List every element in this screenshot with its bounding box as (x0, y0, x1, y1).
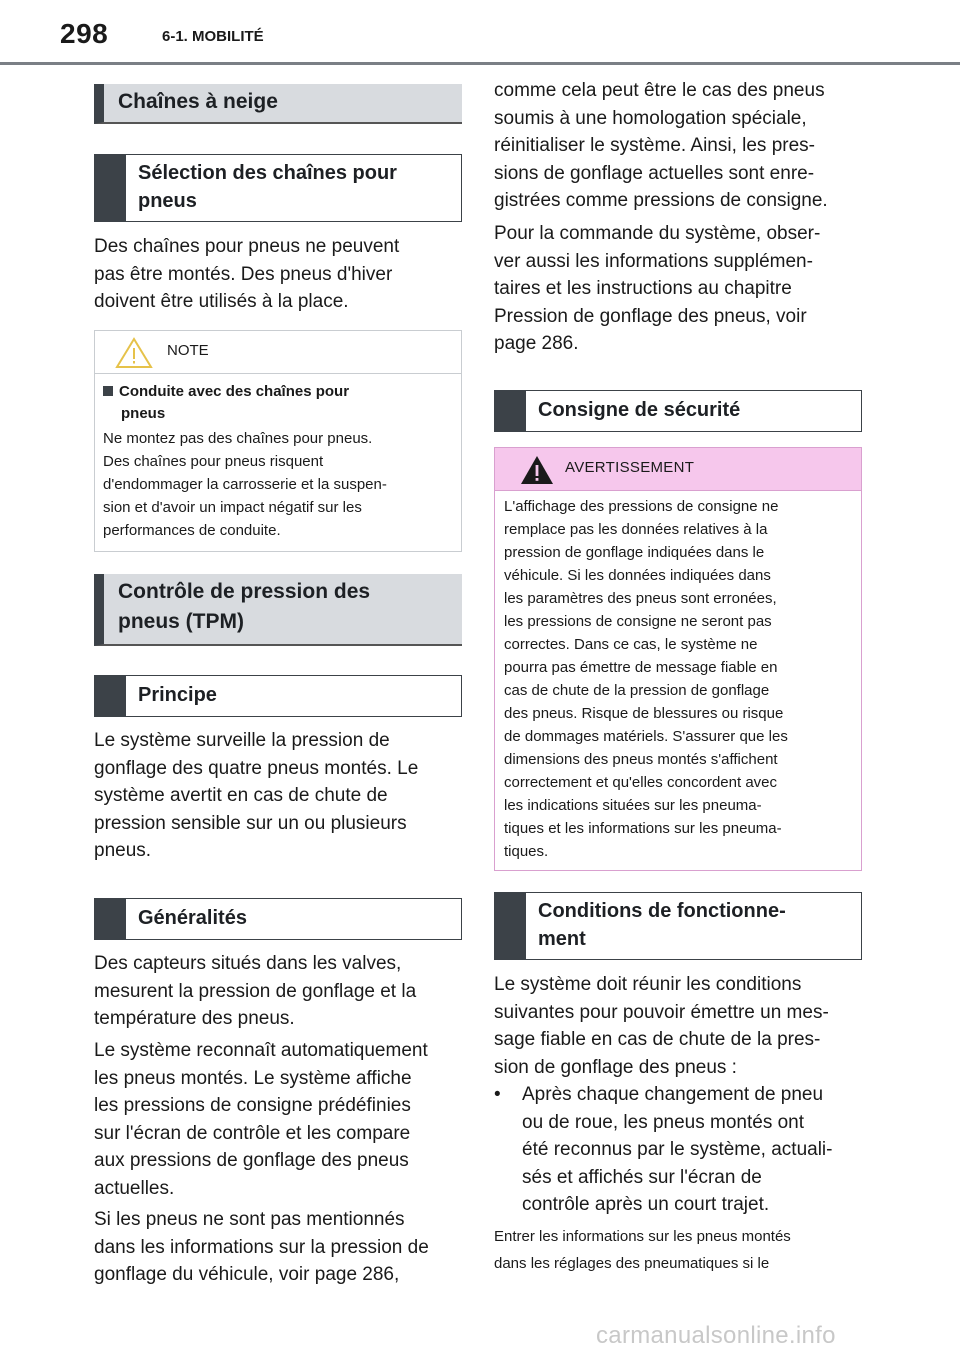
text-line: gonflage du véhicule, voir page 286, (94, 1264, 400, 1285)
snow-chains-paragraph (94, 233, 462, 316)
text-line: doivent être utilisés à la place. (94, 291, 349, 312)
page-number: 298 (60, 18, 109, 49)
text-line: Le système surveille la pression de (94, 730, 390, 751)
text-line: correctes. Dans ce cas, le système ne (504, 636, 758, 653)
warning-triangle-outline-icon (115, 337, 153, 374)
small-note (494, 1223, 862, 1277)
text-line: comme cela peut être le cas des pneus (494, 80, 825, 101)
note-box (94, 330, 462, 552)
text-line: taires et les instructions au chapitre (494, 278, 792, 299)
text-line: Des chaînes pour pneus risquent (103, 453, 324, 470)
text-line: été reconnus par le système, actuali- (522, 1139, 833, 1160)
tire-chains-selection-heading (94, 154, 462, 222)
safety-heading (494, 390, 862, 432)
note-label: NOTE (167, 342, 209, 359)
principle-paragraph (94, 727, 462, 865)
text-line: dans les informations sur la pression de (94, 1236, 429, 1258)
text-line: sés et affichés sur l'écran de (522, 1166, 762, 1188)
principle-heading (94, 675, 462, 717)
text-line: soumis à une homologation spéciale, (494, 107, 807, 129)
note-subheading-line-1: Conduite avec des chaînes pour (119, 383, 350, 400)
warning-header (495, 448, 861, 491)
text-line: sur l'écran de contrôle et les compare (94, 1122, 411, 1144)
warning-box (494, 447, 862, 871)
text-line: réinitialiser le système. Ainsi, les pres- (494, 135, 815, 156)
tpm-heading-line-1: Contrôle de pression des (118, 580, 371, 603)
text-line: des pneus. Risque de blessures ou risque (504, 705, 784, 722)
text-line: cas de chute de la pression de gonflage (504, 682, 770, 699)
text-line: d'endommager la carrosserie et la suspen- (103, 476, 387, 493)
text-line: page 286. (494, 333, 579, 354)
text-line: Si les pneus ne sont pas mentionnés (94, 1209, 405, 1230)
text-line: Ne montez pas des chaînes pour pneus. (103, 430, 373, 447)
snow-chains-heading-text: Chaînes à neige (118, 90, 278, 113)
text-line: les paramètres des pneus sont erronées, (504, 590, 777, 607)
text-line: sage fiable en cas de chute de la pres- (494, 1029, 821, 1050)
text-line: gistrées comme pressions de consigne. (494, 190, 828, 211)
text-line: Des chaînes pour pneus ne peuvent (94, 236, 400, 257)
text-line: gonflage des quatre pneus montés. Le (94, 757, 419, 779)
snow-chains-heading (94, 84, 462, 124)
text-line: tiques. (504, 843, 549, 860)
text-line: aux pressions de gonflage des pneus (94, 1150, 409, 1171)
text-line: de dommages matériels. S'assurer que les (504, 728, 788, 745)
text-line: Des capteurs situés dans les valves, (94, 953, 402, 974)
warning-triangle-filled-icon (519, 454, 555, 491)
text-line: performances de conduite. (103, 522, 281, 539)
safety-heading-text: Consigne de sécurité (538, 399, 741, 421)
text-line: Entrer les informations sur les pneus montés (494, 1228, 791, 1245)
square-bullet-icon (103, 386, 113, 396)
text-line: Pression de gonflage des pneus, voir (494, 305, 807, 327)
principle-heading-text: Principe (138, 684, 217, 706)
continued-paragraph-2 (494, 220, 862, 358)
text-line: Pour la commande du système, obser- (494, 223, 821, 244)
text-line: suivantes pour pouvoir émettre un mes- (494, 1001, 829, 1023)
bullet-text (522, 1081, 862, 1219)
text-line: pression sensible sur un ou plusieurs (94, 812, 407, 834)
text-line: actuelles. (94, 1177, 175, 1199)
tpm-heading-line-2: pneus (TPM) (118, 610, 244, 633)
text-line: tiques et les informations sur les pneuma- (504, 820, 782, 837)
continued-paragraph-1 (494, 77, 862, 215)
text-line: mesurent la pression de gonflage et la (94, 980, 417, 1002)
header-rule (0, 62, 960, 65)
text-line: Après chaque changement de pneu (522, 1084, 824, 1105)
section-label: 6-1. MOBILITÉ (162, 28, 264, 45)
note-body (103, 427, 453, 542)
text-line: pneus. (94, 840, 152, 861)
text-line: les pressions de consigne prédéfinies (94, 1095, 411, 1116)
general-heading (94, 898, 462, 940)
text-line: L'affichage des pressions de consigne ne (504, 498, 779, 515)
text-line: système avertit en cas de chute de (94, 785, 388, 806)
note-subheading (103, 381, 349, 425)
general-paragraph-2 (94, 1037, 462, 1202)
general-paragraph-3 (94, 1206, 462, 1289)
text-line: sion de gonflage des pneus : (494, 1056, 737, 1078)
text-line: Le système doit réunir les conditions (494, 974, 802, 995)
conditions-bullet-item (494, 1081, 862, 1221)
text-line: pression de gonflage indiquées dans le (504, 544, 765, 561)
page-header (0, 0, 960, 66)
text-line: sion et d'avoir un impact négatif sur les (103, 499, 362, 516)
text-line: ver aussi les informations supplémen- (494, 250, 813, 272)
warning-body (504, 495, 850, 863)
note-subheading-line-2: pneus (121, 405, 166, 422)
note-header (95, 331, 461, 374)
text-line: ou de roue, les pneus montés ont (522, 1111, 805, 1133)
text-line: pourra pas émettre de message fiable en (504, 659, 778, 676)
text-line: Le système reconnaît automatiquement (94, 1040, 428, 1061)
tire-chains-heading-line-2: pneus (138, 190, 197, 212)
general-heading-text: Généralités (138, 907, 247, 929)
text-line: les pneus montés. Le système affiche (94, 1067, 412, 1089)
text-line: dans les réglages des pneumatiques si le (494, 1255, 770, 1272)
tpm-heading (94, 574, 462, 646)
conditions-heading (494, 892, 862, 960)
text-line: véhicule. Si les données indiquées dans (504, 567, 771, 584)
text-line: les pressions de consigne ne seront pas (504, 613, 772, 630)
tire-chains-heading-line-1: Sélection des chaînes pour (138, 162, 397, 184)
text-line: pas être montés. Des pneus d'hiver (94, 263, 393, 285)
text-line: sions de gonflage actuelles sont enre- (494, 162, 815, 184)
text-line: correctement et qu'elles concordent avec (504, 774, 778, 791)
bullet-dot: • (494, 1084, 501, 1105)
text-line: les indications situées sur les pneuma- (504, 797, 762, 814)
general-paragraph-1 (94, 950, 462, 1033)
text-line: remplace pas les données relatives à la (504, 521, 768, 538)
watermark: carmanualsonline.info (596, 1322, 836, 1349)
conditions-heading-line-1: Conditions de fonctionne- (538, 900, 786, 922)
text-line: température des pneus. (94, 1008, 295, 1029)
conditions-paragraph (494, 971, 862, 1081)
conditions-heading-line-2: ment (538, 928, 586, 950)
text-line: contrôle après un court trajet. (522, 1194, 770, 1215)
text-line: dimensions des pneus montés s'affichent (504, 751, 778, 768)
warning-label: AVERTISSEMENT (565, 459, 695, 476)
